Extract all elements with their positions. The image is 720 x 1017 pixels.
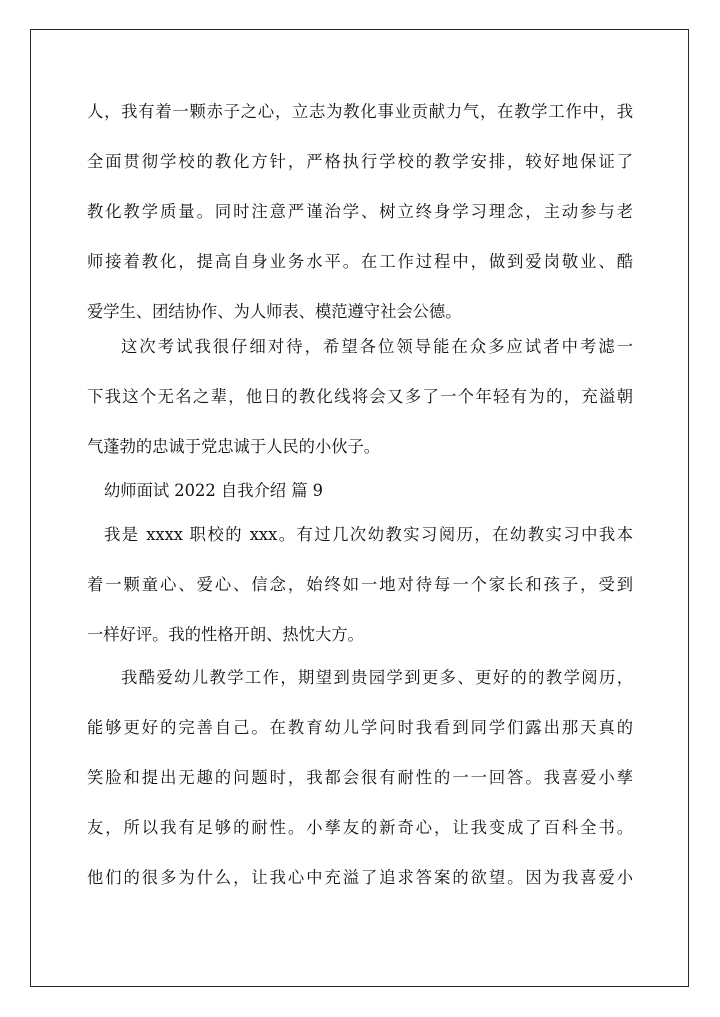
paragraph-4-line-3: 笑脸和提出无趣的问题时，我都会很有耐性的一一回答。我喜爱小孳 xyxy=(87,768,633,787)
paragraph-3-line-3: 一样好评。我的性格开朗、热忱大方。 xyxy=(87,625,364,644)
paragraph-2-line-3: 气蓬勃的忠诚于党忠诚于人民的小伙子。 xyxy=(87,437,381,456)
paragraph-1-line-1: 人，我有着一颗赤子之心，立志为教化事业贡献力气，在教学工作中，我 xyxy=(87,102,633,121)
paragraph-1-line-4: 师接着教化，提高自身业务水平。在工作过程中，做到爱岗敬业、酷 xyxy=(87,252,633,271)
paragraph-4-line-1: 我酷爱幼儿教学工作，期望到贵园学到更多、更好的的教学阅历， xyxy=(121,668,633,687)
paragraph-2-line-1: 这次考试我很仔细对待，希望各位领导能在众多应试者中考滤一 xyxy=(121,337,633,356)
paragraph-4-line-5: 他们的很多为什么，让我心中充溢了追求答案的欲望。因为我喜爱小 xyxy=(87,868,633,887)
paragraph-1-line-3: 教化教学质量。同时注意严谨治学、树立终身学习理念，主动参与老 xyxy=(87,202,633,221)
paragraph-3-line-2: 着一颗童心、爱心、信念，始终如一地对待每一个家长和孩子，受到 xyxy=(87,575,633,594)
paragraph-1-line-5: 爱学生、团结协作、为人师表、模范遵守社会公德。 xyxy=(87,302,462,321)
paragraph-1-line-2: 全面贯彻学校的教化方针，严格执行学校的教学安排，较好地保证了 xyxy=(87,152,633,171)
section-heading: 幼师面试 2022 自我介绍 篇 9 xyxy=(104,481,324,500)
paragraph-4-line-2: 能够更好的完善自己。在教育幼儿学问时我看到同学们露出那天真的 xyxy=(87,718,633,737)
paragraph-3-line-1: 我是 xxxx 职校的 xxx。有过几次幼教实习阅历，在幼教实习中我本 xyxy=(104,525,633,544)
paragraph-2-line-2: 下我这个无名之辈，他日的教化线将会又多了一个年轻有为的，充溢朝 xyxy=(87,387,633,406)
paragraph-4-line-4: 友，所以我有足够的耐性。小孳友的新奇心，让我变成了百科全书。 xyxy=(87,818,633,837)
